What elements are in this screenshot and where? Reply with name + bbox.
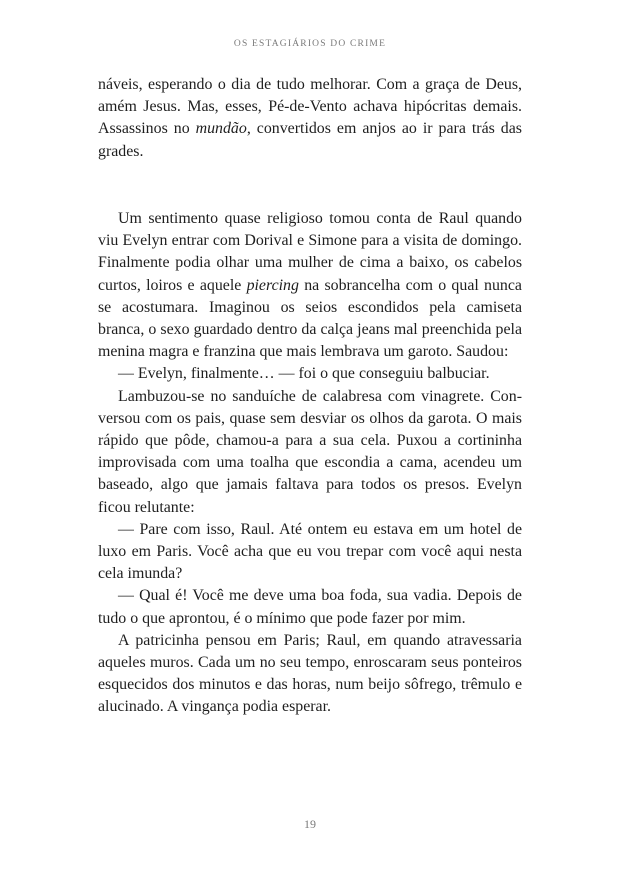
text-run: — Pare com isso, Raul. Até ontem eu estava em um hotel de luxo em Paris. Você acha que eu vou trepar com você aqui nesta cela imunda?	[98, 520, 522, 583]
text-block-continuation	[98, 74, 522, 163]
paragraph	[98, 74, 522, 163]
paragraph	[98, 585, 522, 629]
paragraph	[98, 363, 522, 385]
paragraph	[98, 208, 522, 363]
text-run: Lambuzou-se no sanduíche de calabresa com vinagrete. Conversou com os pais, quase sem desviar os olhos da garota. O mais rápido que pôde, chamou-a para a sua cela. Puxou a cortininha improvisada com uma toalha que escondia a cama, acendeu um baseado, algo que jamais faltava para todos os presos. Evelyn ficou relutante:	[98, 387, 522, 516]
text-run: , convertidos em anjos ao ir para trás das grades.	[98, 120, 522, 160]
text-run: Um sentimento quase religioso tomou conta de Raul quando viu Evelyn entrar com Dorival e Simone para a visita de domingo. Finalmente podia olhar uma mulher de cima a baixo, os cabelos curtos, loiros e aquele	[98, 210, 522, 294]
text-run: — Qual é! Você me deve uma boa foda, sua vadia. Depois de tudo o que aprontou, é o mínimo que pode fazer por mim.	[98, 587, 522, 627]
text-run: náveis, esperando o dia de tudo melhorar. Com a graça de Deus, amém Jesus. Mas, esses, Pé-de-Vento achava hipócritas demais. Assassinos no	[98, 76, 522, 138]
emphasis-text: mundão	[195, 120, 247, 138]
paragraph	[98, 630, 522, 719]
text-run: — Evelyn, finalmente… — foi o que conseguiu balbuciar.	[118, 365, 490, 383]
text-run: na sobrancelha com o qual nunca se acostumara. Imaginou os seios escondidos pela camiseta branca, o sexo guardado dentro da calça jeans mal preenchida pela menina magra e franzina que mais lembrava um garoto. Saudou:	[98, 276, 522, 361]
running-head: OS ESTAGIÁRIOS DO CRIME	[233, 39, 387, 49]
page-number: 19	[304, 817, 316, 831]
text-run: A patricinha pensou em Paris; Raul, em quando atravessaria aqueles muros. Cada um no seu tempo, enroscaram seus ponteiros esquecidos dos minutos e das horas, num beijo sôfrego, trêmulo e alucinado. A vingança podia esperar.	[98, 631, 522, 716]
text-block-main	[98, 208, 522, 719]
paragraph	[98, 519, 522, 586]
emphasis-text: piercing	[246, 276, 299, 294]
paragraph	[98, 386, 522, 519]
